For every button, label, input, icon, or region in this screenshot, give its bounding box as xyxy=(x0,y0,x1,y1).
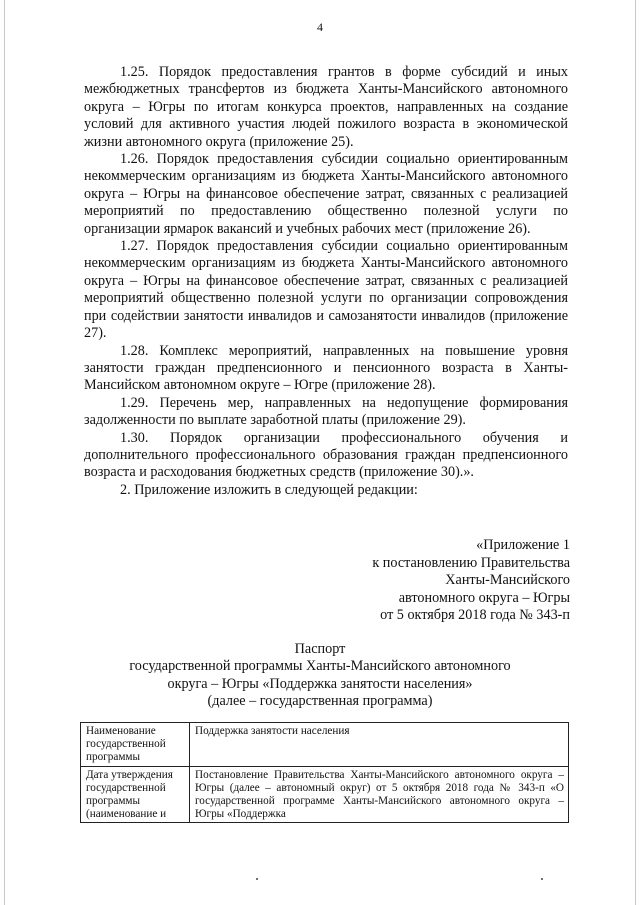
table-cell-value: Постановление Правительства Ханты-Мансийского автономного округа – Югры (далее – автономный округ) от 5 октября 2018 года № 343-п «О государственной программе Ханты-Мансийского автономного округа – Югры «Поддержка xyxy=(190,766,569,823)
passport-subtitle: округа – Югры «Поддержка занятости населения» xyxy=(167,675,473,692)
paragraph-1-28: 1.28. Комплекс мероприятий, направленных на повышение уровня занятости граждан предпенсионного и пенсионного возраста в Ханты-Мансийском автономном округе – Югре (приложение 28). xyxy=(84,342,568,394)
paragraph-1-26: 1.26. Порядок предоставления субсидии социально ориентированным некоммерческим организациям из бюджета Ханты-Мансийского автономного округа – Югры на финансовое обеспечение затрат, связанных с реализацией мероприятий по предоставлению общественно полезной услуги по организации ярмарок вакансий и учебных рабочих мест (приложение 26). xyxy=(84,151,568,237)
table-row xyxy=(81,723,569,767)
approval-line: «Приложение 1 xyxy=(476,537,570,553)
approval-line: от 5 октября 2018 года № 343-п xyxy=(380,607,570,624)
table-cell-label: Наименование государственной программы xyxy=(81,723,190,767)
scan-speck xyxy=(256,878,258,880)
paragraph-1-30: 1.30. Порядок организации профессионального обучения и дополнительного профессионального образования граждан предпенсионного возраста и расходования бюджетных средств (приложение 30).». xyxy=(84,429,568,481)
passport-subtitle: государственной программы Ханты-Мансийского автономного xyxy=(129,658,511,675)
paragraph-1-25: 1.25. Порядок предоставления грантов в форме субсидий и иных межбюджетных трансфертов из бюджета Ханты-Мансийского автономного округа – Югры по итогам конкурса проектов, направленных на создание условий для активного участия людей пожилого возраста в экономической жизни автономного округа (приложение 25). xyxy=(84,64,568,150)
document-body xyxy=(84,64,568,499)
paragraph-1-29: 1.29. Перечень мер, направленных на недопущение формирования задолженности по выплате заработной платы (приложение 29). xyxy=(84,394,568,429)
table-row xyxy=(81,766,569,823)
scan-edge-left xyxy=(4,0,5,905)
scan-speck xyxy=(541,878,543,880)
approval-stamp-block xyxy=(372,537,570,625)
passport-heading xyxy=(0,641,640,711)
passport-table xyxy=(80,722,569,823)
approval-line: к постановлению Правительства xyxy=(372,554,570,571)
scan-edge-right xyxy=(635,0,636,905)
passport-subtitle: (далее – государственная программа) xyxy=(207,693,433,710)
table-cell-value: Поддержка занятости населения xyxy=(190,723,569,767)
approval-line: автономного округа – Югры xyxy=(398,589,570,606)
paragraph-2: 2. Приложение изложить в следующей редакции: xyxy=(120,481,418,498)
table-cell-label: Дата утверждения государственной программы (наименование и xyxy=(81,766,190,823)
approval-line: Ханты-Мансийского xyxy=(445,572,570,589)
paragraph-1-27: 1.27. Порядок предоставления субсидии социально ориентированным некоммерческим организациям из бюджета Ханты-Мансийского автономного округа – Югры на финансовое обеспечение затрат, связанных с реализацией мероприятий общественно полезной услуги по организации сопровождения при содействии занятости инвалидов и самозанятости инвалидов (приложение 27). xyxy=(84,238,568,342)
page-number: 4 xyxy=(317,20,323,34)
passport-title: Паспорт xyxy=(294,641,346,657)
